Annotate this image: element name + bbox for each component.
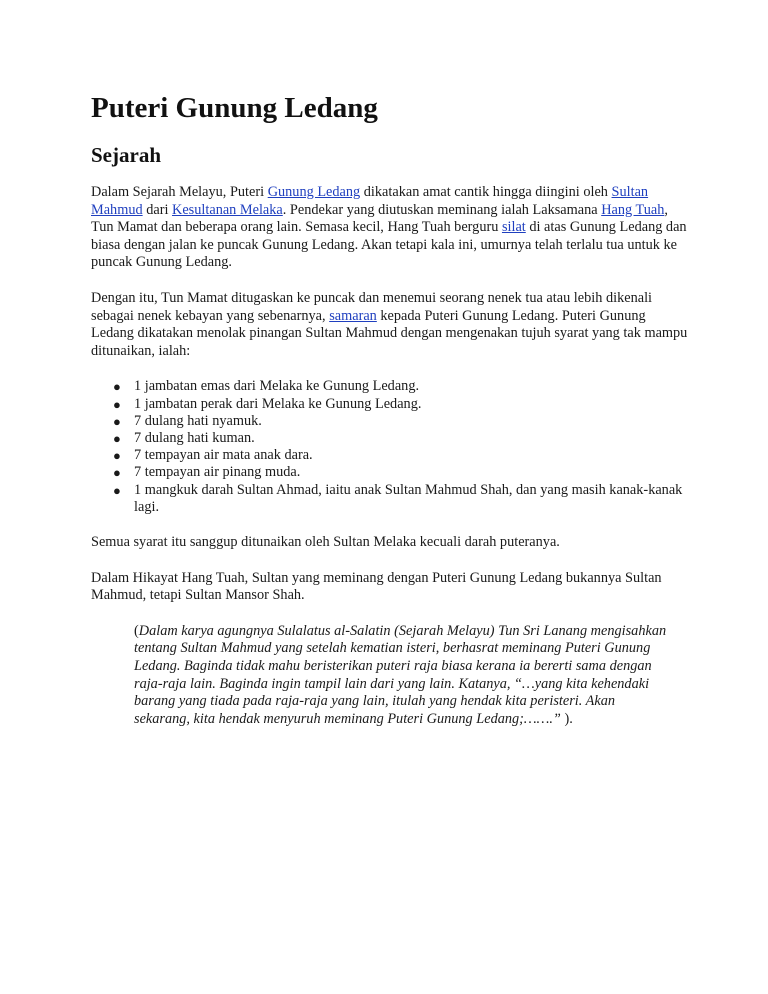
list-item-text: 7 dulang hati nyamuk.	[134, 412, 262, 429]
hikayat-paragraph: Dalam Hikayat Hang Tuah, Sultan yang meminang dengan Puteri Gunung Ledang bukannya Sultan Mahmud, tetapi Sultan Mansor Shah.	[91, 569, 662, 604]
bullet-icon: ●	[113, 465, 121, 481]
list-item-text: 7 tempayan air pinang muda.	[134, 464, 301, 481]
text-run: di atas Gunung Ledang dan biasa dengan jalan ke puncak Gunung Ledang. Akan tetapi kala ini, umurnya telah terlalu tua untuk ke puncak Gunung Ledang.	[91, 219, 687, 271]
text-run: Dengan itu, Tun Mamat ditugaskan ke puncak dan menemui seorang nenek tua atau lebih dikenali sebagai nenek kebayan yang sebenarnya,	[91, 289, 653, 324]
list-item	[91, 430, 691, 447]
link-gunung-ledang[interactable]: Gunung Ledang	[267, 184, 361, 200]
quote-block	[134, 623, 674, 729]
link-sultan-mahmud[interactable]: Sultan Mahmud	[91, 184, 649, 218]
list-item	[91, 378, 691, 395]
text-run: dikatakan amat cantik hingga diingini oleh	[360, 184, 612, 200]
quote-open-paren: (	[134, 622, 139, 639]
link-hang-tuah[interactable]: Hang Tuah	[601, 201, 665, 218]
article-content	[91, 88, 691, 728]
list-item	[91, 396, 691, 413]
text-run: . Pendekar yang diutuskan meminang ialah Laksamana	[282, 201, 602, 218]
list-item-text: 1 mangkuk darah Sultan Ahmad, iaitu anak Sultan Mahmud Shah, dan yang masih kanak-kanak lagi.	[134, 481, 683, 515]
link-samaran[interactable]: samaran	[329, 307, 377, 324]
list-item	[91, 413, 691, 430]
quote-text: Dalam karya agungnya Sulalatus al-Salatin (Sejarah Melayu) Tun Sri Lanang mengisahkan tentang Sultan Mahmud yang setelah kematian isteri, berhasrat meminang Puteri Gunung Ledang. Baginda tidak mahu beristerikan puteri raja biasa kerana ia bererti sama dengan raja-raja lain. Baginda ingin tampil lain dari yang lain. Katanya, “…yang kita kehendaki barang yang tiada pada raja-raja yang lain, itulah yang hendak kita peristeri. Akan sekarang, kita hendak menyuruh meminang Puteri Gunung Ledang;…….”	[134, 622, 667, 727]
section-heading: Sejarah	[91, 143, 161, 167]
bullet-icon: ●	[113, 396, 121, 412]
list-item-text: 7 dulang hati kuman.	[134, 429, 255, 446]
text-run: kepada Puteri Gunung Ledang. Puteri Gunung Ledang dikatakan menolak pinangan Sultan Mahmud dengan mengenakan tujuh syarat yang tak mampu ditunaikan, ialah:	[91, 307, 688, 359]
bullet-icon: ●	[113, 448, 121, 464]
page-title: Puteri Gunung Ledang	[91, 92, 378, 124]
bullet-icon: ●	[113, 482, 121, 498]
quote-close: ).	[560, 710, 573, 727]
text-run: dari	[142, 201, 173, 218]
text-run: Dalam Sejarah Melayu, Puteri	[91, 184, 268, 200]
link-silat[interactable]: silat	[501, 219, 526, 236]
list-item-text: 7 tempayan air mata anak dara.	[134, 447, 313, 464]
bullet-icon: ●	[113, 413, 121, 429]
conclusion-paragraph: Semua syarat itu sanggup ditunaikan oleh Sultan Melaka kecuali darah puteranya.	[91, 533, 560, 550]
list-item	[91, 482, 691, 516]
list-item-text: 1 jambatan perak dari Melaka ke Gunung Ledang.	[134, 395, 422, 412]
intro-paragraph	[91, 184, 691, 272]
tun-mamat-paragraph	[91, 290, 691, 360]
bullet-icon: ●	[113, 379, 121, 395]
list-item-text: 1 jambatan emas dari Melaka ke Gunung Ledang.	[134, 378, 420, 395]
bullet-icon: ●	[113, 430, 121, 446]
list-item	[91, 464, 691, 481]
text-run: , Tun Mamat dan beberapa orang lain. Semasa kecil, Hang Tuah berguru	[91, 201, 668, 236]
list-item	[91, 447, 691, 464]
link-kesultanan-melaka[interactable]: Kesultanan Melaka	[172, 201, 283, 218]
conditions-list	[91, 378, 691, 516]
